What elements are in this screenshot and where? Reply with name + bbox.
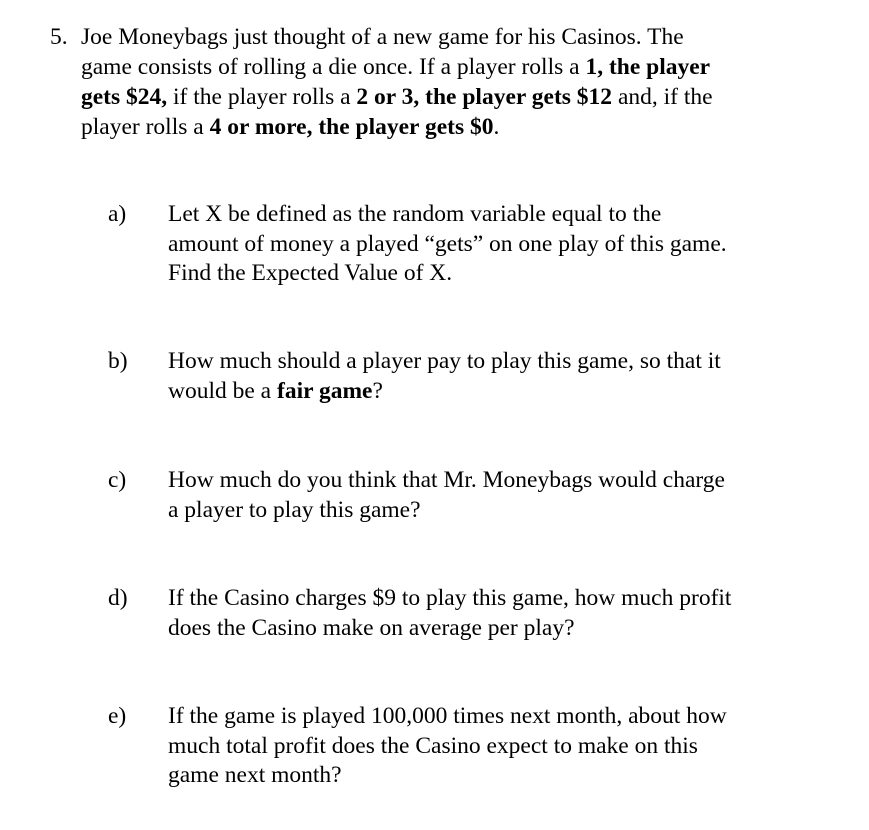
part-letter: a) <box>108 201 127 227</box>
part-emphasis: fair game <box>277 377 373 404</box>
problem-text: game consists of rolling a die once. If a player rolls a <box>81 54 586 80</box>
part-text-run: would be a <box>168 377 277 404</box>
problem-line-2 <box>81 52 840 82</box>
part-text-run: ? <box>372 377 383 404</box>
problem-text: if the player rolls a <box>167 84 357 110</box>
part-letter: b) <box>108 348 128 374</box>
problem-text: Joe Moneybags just thought of a new game for his Casinos. The <box>81 24 684 50</box>
part-text <box>168 466 808 525</box>
problem-number: 5. <box>50 24 68 50</box>
part-d <box>108 584 808 643</box>
part-text <box>168 584 808 643</box>
part-e <box>108 702 808 791</box>
part-line: How much do you think that Mr. Moneybags would charge <box>168 467 725 493</box>
problem-line-1 <box>81 22 840 52</box>
problem-body <box>81 22 840 142</box>
part-c <box>108 466 808 525</box>
problem-emphasis: 4 or more, the player gets $0 <box>209 114 494 140</box>
part-a <box>108 200 808 289</box>
part-line: a player to play this game? <box>168 496 421 523</box>
problem-line-3 <box>81 82 840 112</box>
part-line: How much should a player pay to play this game, so that it <box>168 348 721 374</box>
part-line: does the Casino make on average per play? <box>168 614 575 641</box>
problem-text: player rolls a <box>81 114 210 140</box>
problem-emphasis: 1, the player <box>585 54 711 80</box>
part-letter: c) <box>108 467 127 493</box>
part-line: much total profit does the Casino expect to make on this <box>168 732 698 759</box>
part-b <box>108 347 808 406</box>
part-line: Find the Expected Value of X. <box>168 260 453 286</box>
part-line <box>168 377 808 407</box>
problem-text: and, if the <box>612 84 713 110</box>
problem-statement <box>50 22 840 142</box>
problem-text: . <box>493 114 500 140</box>
part-text <box>168 347 808 406</box>
part-line: If the game is played 100,000 times next month, about how <box>168 703 727 729</box>
part-letter: d) <box>108 585 128 611</box>
part-line: If the Casino charges $9 to play this game, how much profit <box>168 585 732 611</box>
problem-line-4 <box>81 112 840 142</box>
problem-emphasis: gets $24, <box>81 84 168 110</box>
part-letter: e) <box>108 703 127 729</box>
part-line: amount of money a played “gets” on one play of this game. <box>168 230 727 257</box>
part-text <box>168 702 808 791</box>
problem-emphasis: 2 or 3, the player gets $12 <box>356 84 613 110</box>
part-text <box>168 200 808 289</box>
part-line: game next month? <box>168 762 342 788</box>
part-line: Let X be defined as the random variable equal to the <box>168 201 662 227</box>
